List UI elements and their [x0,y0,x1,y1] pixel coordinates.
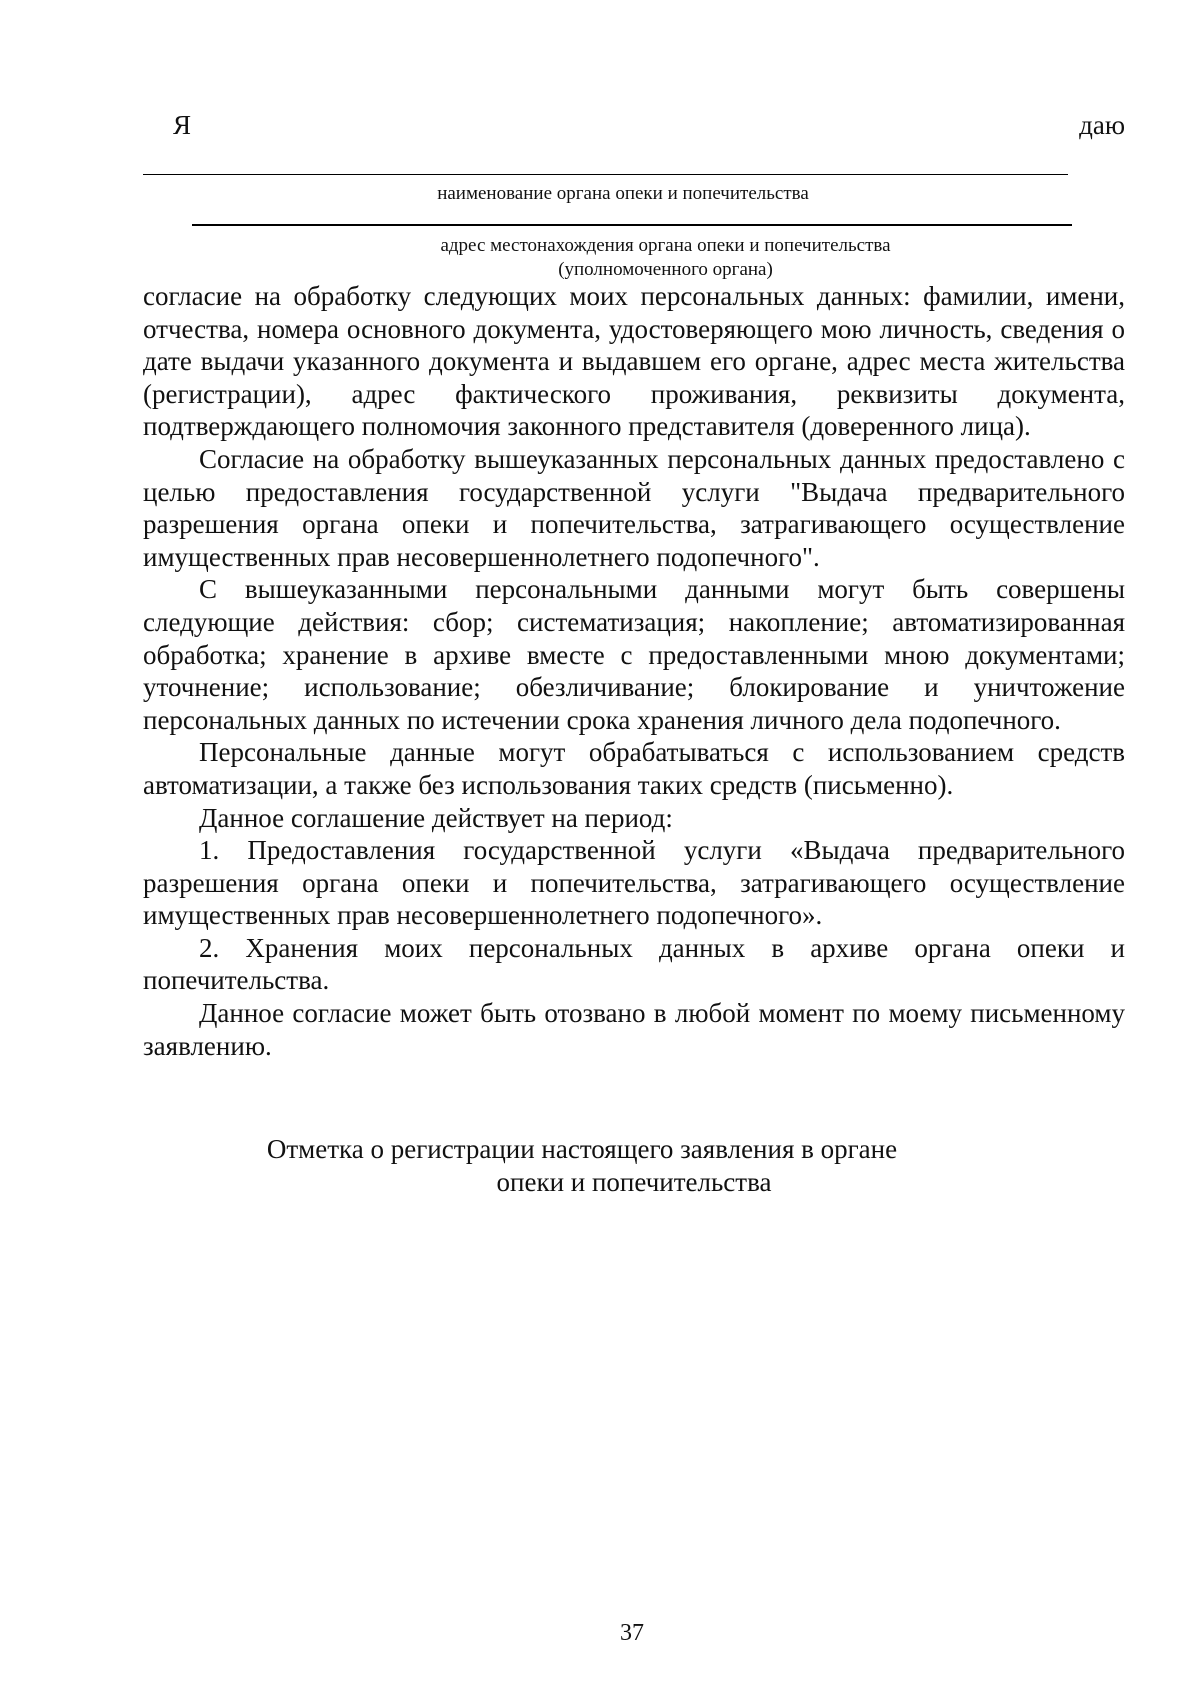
registration-mark-line2: опеки и попечительства [496,1167,772,1197]
header-row [143,110,1125,152]
org-address-caption-line2: (уполномоченного органа) [558,259,773,280]
paragraph-revocation: Данное согласие может быть отозвано в любой момент по моему письменному заявлению. [143,998,1125,1061]
paragraph-consent-scope: согласие на обработку следующих моих персональных данных: фамилии, имени, отчества, номера основного документа, удостоверяющего мою личность, сведения о дате выдачи указанного документа и выдавшем его органе, адрес места жительства (регистрации), адрес фактического проживания, реквизиты документа, подтверждающего полномочия законного представителя (доверенного лица). [143,281,1125,442]
org-name-caption: наименование органа опеки и попечительства [437,183,809,204]
paragraph-processing-actions: С вышеуказанными персональными данными могут быть совершены следующие действия: сбор; систематизация; накопление; автоматизированная обработка; хранение в архиве вместе с предоставленными мною документами; уточнение; использование; обезличивание; блокирование и уничтожение персональных данных по истечении срока хранения личного дела подопечного. [143,574,1125,735]
org-name-fill-line [143,174,1068,175]
list-item-period-1: 1. Предоставления государственной услуги «Выдача предварительного разрешения органа опеки и попечительства, затрагивающего осуществление имущественных прав несовершеннолетнего подопечного». [143,835,1125,931]
org-address-caption-line1: адрес местонахождения органа опеки и попечительства [440,235,891,256]
paragraph-validity-period: Данное соглашение действует на период: [199,802,673,833]
registration-mark-line1: Отметка о регистрации настоящего заявления в органе [266,1134,898,1164]
consent-body [143,280,1125,1062]
org-address-fill-line [192,224,1072,226]
header-right-word: даю [1079,110,1125,140]
header-left-word: Я [173,110,192,140]
paragraph-processing-means: Персональные данные могут обрабатываться с использованием средств автоматизации, а также без использования таких средств (письменно). [143,737,1125,800]
registration-mark [143,1133,1125,1199]
org-address-caption [143,234,1188,282]
paragraph-consent-purpose: Согласие на обработку вышеуказанных персональных данных предоставлено с целью предоставления государственной услуги "Выдача предварительного разрешения органа опеки и попечительства, затрагивающего осуществление имущественных прав несовершеннолетнего подопечного". [143,443,1125,572]
page-number: 37 [620,1620,644,1646]
list-item-period-2: 2. Хранения моих персональных данных в архиве органа опеки и попечительства. [143,932,1125,996]
